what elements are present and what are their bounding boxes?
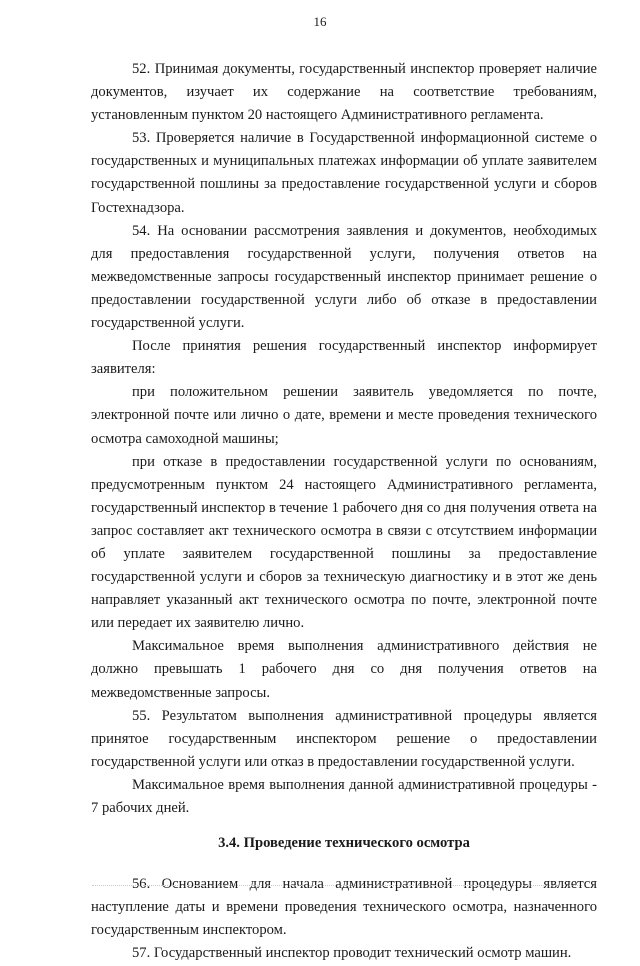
paragraph-57: 57. Государственный инспектор проводит технический осмотр машин. xyxy=(132,945,572,962)
paragraph-max-time-action: Максимальное время выполнения административного действия не должно превышать 1 рабочего дня со дня получения ответов на межведомственные запросы. xyxy=(91,638,597,701)
paragraph-52: 52. Принимая документы, государственный инспектор проверяет наличие документов, изучает их содержание на соответствие требованиям, установленным пунктом 20 настоящего Административного регламента. xyxy=(91,61,597,124)
page-number: 16 xyxy=(313,14,327,29)
paragraph-positive-decision: при положительном решении заявитель уведомляется по почте, электронной почте или лично о дате, времени и месте проведения технического осмотра самоходной машины; xyxy=(91,384,597,447)
paragraph-max-time-procedure: Максимальное время выполнения данной административной процедуры - 7 рабочих дней. xyxy=(91,776,597,816)
paragraph-55: 55. Результатом выполнения административной процедуры является принятое государственным инспектором решение о предоставлении государственной услуги или отказ в предоставлении государственной услуги. xyxy=(91,707,597,770)
footer-scan-marks xyxy=(92,885,582,888)
paragraph-54: 54. На основании рассмотрения заявления и документов, необходимых для предоставления государственной услуги, получения ответов на межведомственные запросы государственный инспектор принимает решение о предоставлении государственной услуги либо об отказе в предоставлении государственной услуги. xyxy=(91,222,597,332)
section-heading: 3.4. Проведение технического осмотра xyxy=(218,835,470,852)
paragraph-56: 56. Основанием для начала административной процедуры является наступление даты и времени проведения технического осмотра, назначенного государственным инспектором. xyxy=(91,876,597,939)
paragraph-inform-applicant: После принятия решения государственный инспектор информирует заявителя: xyxy=(91,338,597,378)
document-body xyxy=(91,58,597,966)
paragraph-53: 53. Проверяется наличие в Государственной информационной системе о государственных и муниципальных платежах информации об уплате заявителем государственной пошлины за предоставление государственной услуги и сборов Гостехнадзора. xyxy=(91,130,597,216)
paragraph-refusal: при отказе в предоставлении государственной услуги по основаниям, предусмотренным пунктом 24 настоящего Административного регламента, государственный инспектор в течение 1 рабочего дня со дня получения ответа на запрос составляет акт технического осмотра в связи с отсутствием информации об уплате заявителем государственной пошлины за предоставление государственной услуги и сборов за техническую диагностику и в этот же день направляет указанный акт технического осмотра по почте, электронной почте или передает их заявителю лично. xyxy=(91,453,597,632)
